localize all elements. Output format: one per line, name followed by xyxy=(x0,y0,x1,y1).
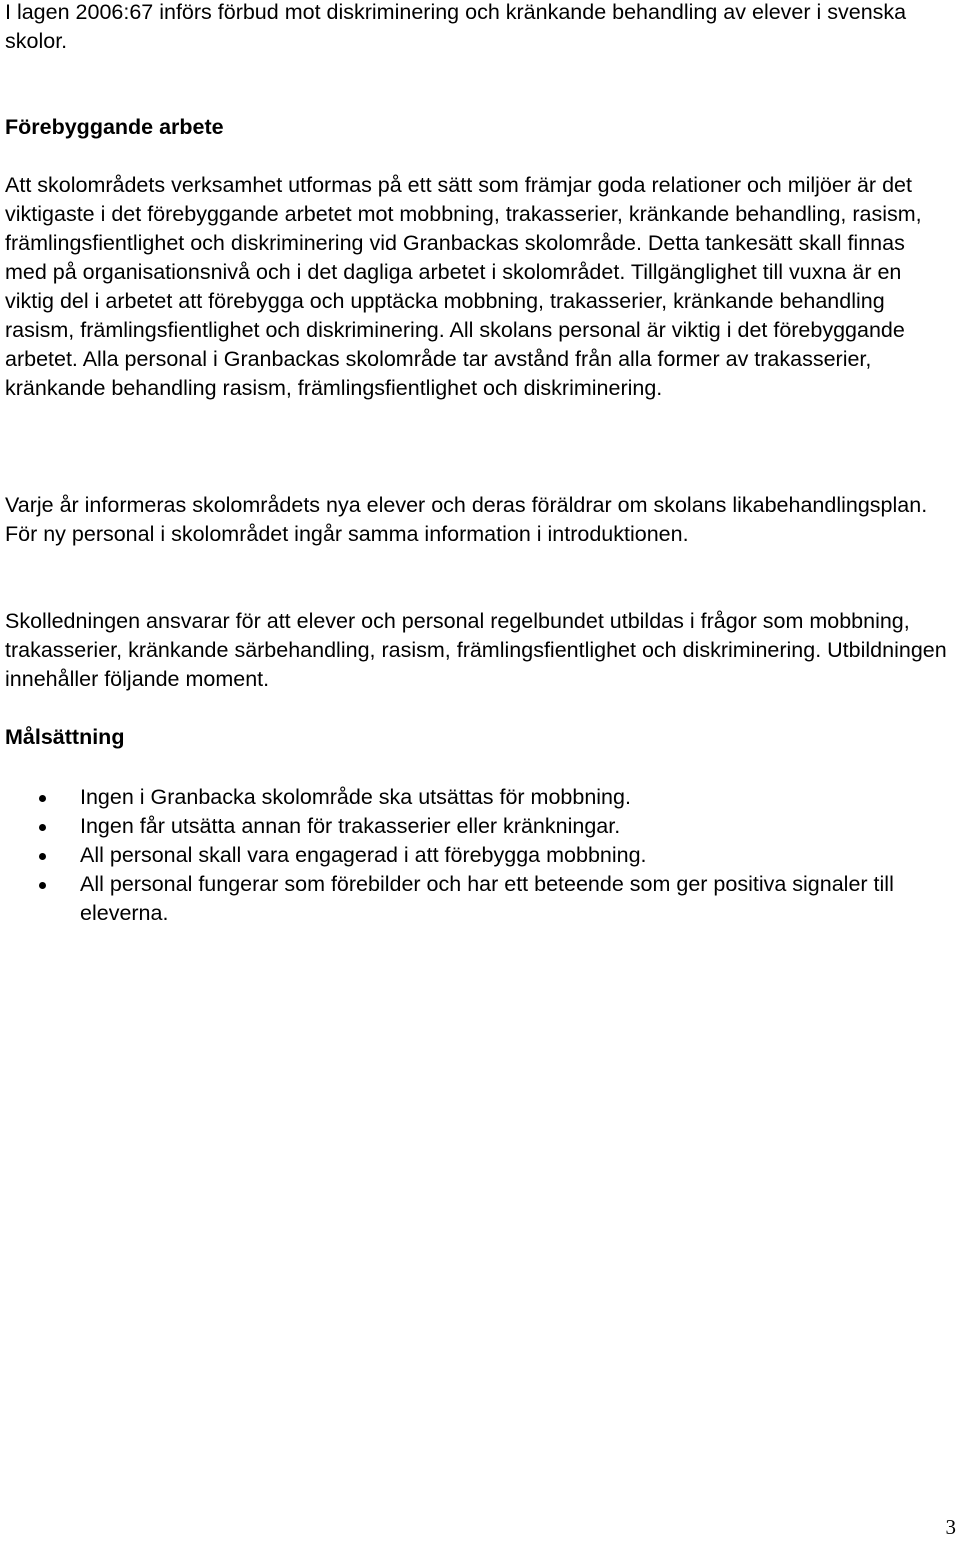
bullet-icon xyxy=(39,795,46,802)
section-heading-prevention: Förebyggande arbete xyxy=(5,115,224,139)
prevention-paragraph-1: Att skolområdets verksamhet utformas på ett sätt som främjar goda relationer och miljöer är det viktigaste i det förebyggande arbetet mot mobbning, trakasserier, kränkande behandling, rasism, främlingsfientlighet och diskriminering vid Granbackas skolområde. Detta tankesätt skall finnas med på organisationsnivå och i det dagliga arbetet i skolområdet. Tillgänglighet till vuxna är en viktig del i arbetet att förebygga och upptäcka mobbning, trakasserier, kränkande behandling rasism, främlingsfientlighet och diskriminering. All skolans personal är viktig i det förebyggande arbetet. Alla personal i Granbackas skolområde tar avstånd från alla former av trakasserier, kränkande behandling rasism, främlingsfientlighet och diskriminering. xyxy=(5,173,922,400)
prevention-paragraph-2: Varje år informeras skolområdets nya elever och deras föräldrar om skolans likabehandlingsplan. För ny personal i skolområdet ingår samma information i introduktionen. xyxy=(5,493,928,546)
list-item-text: Ingen i Granbacka skolområde ska utsättas för mobbning. xyxy=(80,785,631,809)
list-item xyxy=(5,870,950,928)
page-number: 3 xyxy=(945,1515,956,1539)
list-item xyxy=(5,841,950,870)
prevention-paragraph-3: Skolledningen ansvarar för att elever och personal regelbundet utbildas i frågor som mobbning, trakasserier, kränkande särbehandling, rasism, främlingsfientlighet och diskriminering. Utbildningen innehåller följande moment. xyxy=(5,609,947,691)
intro-paragraph: I lagen 2006:67 införs förbud mot diskriminering och kränkande behandling av elever i svenska skolor. xyxy=(5,0,907,53)
bullet-icon xyxy=(39,853,46,860)
list-item-text: All personal skall vara engagerad i att förebygga mobbning. xyxy=(80,843,647,867)
bullet-icon xyxy=(39,882,46,889)
list-item xyxy=(5,812,950,841)
goals-list xyxy=(5,783,950,928)
list-item-text: All personal fungerar som förebilder och har ett beteende som ger positiva signaler till eleverna. xyxy=(80,872,894,925)
section-heading-goals: Målsättning xyxy=(5,725,125,749)
bullet-icon xyxy=(39,824,46,831)
list-item-text: Ingen får utsätta annan för trakasserier eller kränkningar. xyxy=(80,814,621,838)
list-item xyxy=(5,783,950,812)
